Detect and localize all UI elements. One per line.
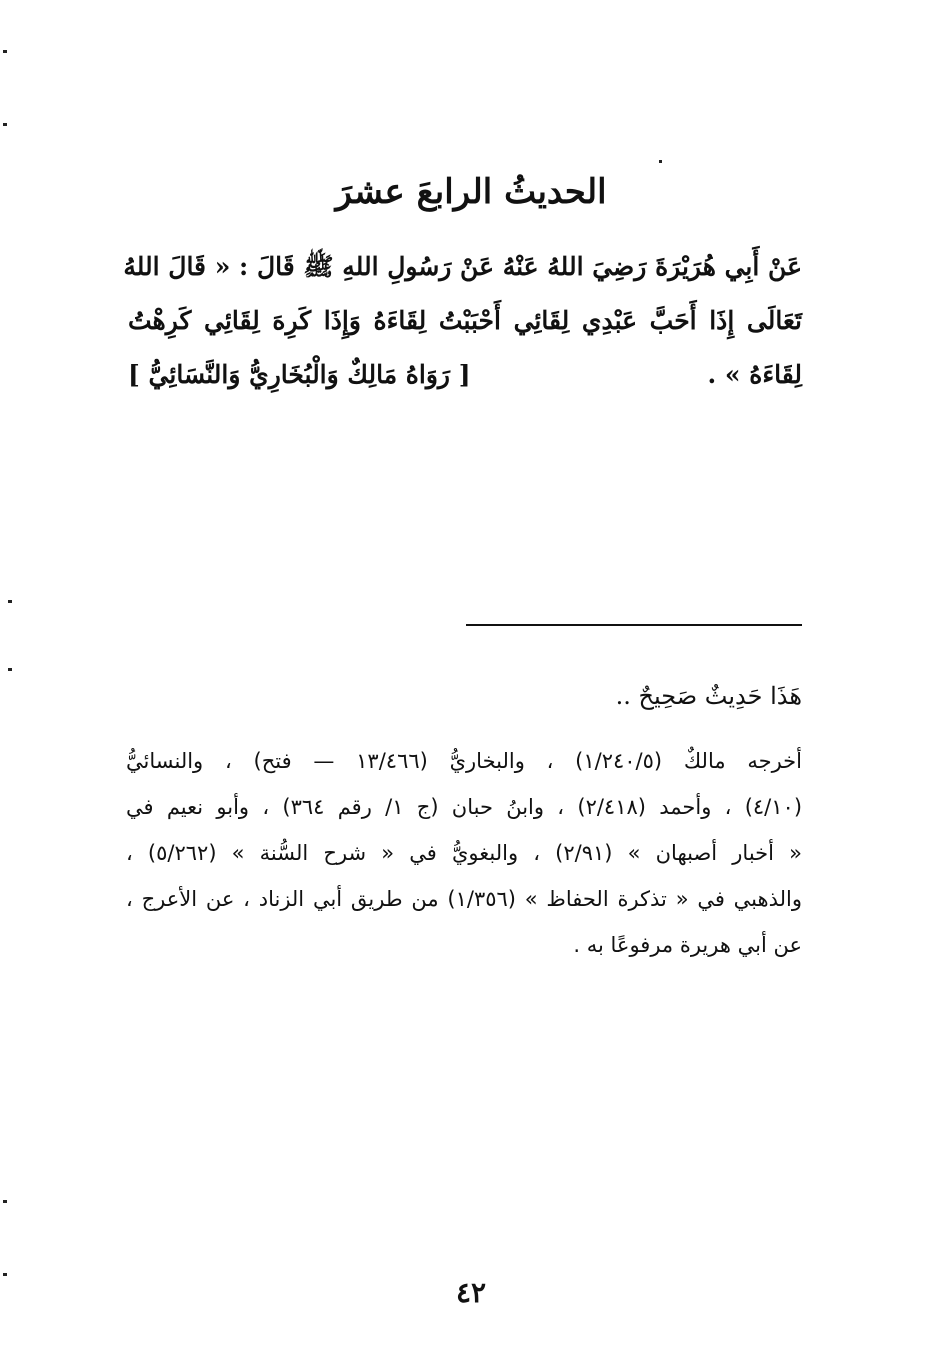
hadith-heading: الحديثُ الرابعَ عشرَ [335, 172, 607, 212]
takhrij-line: « أخبار أصبهان » (٢/٩١) ، والبغويُّ في « شرح السُّنة » (٥/٢٦٢) ، [126, 841, 802, 865]
hadith-line: لِقَاءَهُ » . [707, 360, 802, 389]
narration-citation: [ رَوَاهُ مَالِكٌ وَالْبُخَارِيُّ وَالنَّسَائِيُّ ] [128, 360, 471, 389]
takhrij-line: والذهبي في « تذكرة الحفاظ » (١/٣٥٦) من طريق أبي الزناد ، عن الأعرج ، [126, 887, 802, 911]
scan-mark [659, 160, 662, 163]
hadith-text [123, 240, 802, 402]
hadith-line: تَعَالَى إِذَا أَحَبَّ عَبْدِي لِقَائِي أَحْبَبْتُ لِقَاءَهُ وَإِذَا كَرِهَ لِقَائِي كَرِهْتُ [128, 306, 802, 335]
takhrij-line: (٤/١٠) ، وأحمد (٢/٤١٨) ، وابنُ حبان (ج ١/ رقم ٣٦٤) ، وأبو نعيم في [126, 795, 803, 819]
takhrij-line: أخرجه مالكٌ (١/٢٤٠/٥) ، والبخاريُّ (١٣/٤٦٦ — فتح) ، والنسائيُّ [126, 749, 802, 773]
takhrij-line: عن أبي هريرة مرفوعًا به . [573, 933, 802, 957]
scan-mark [3, 123, 7, 126]
scan-mark [3, 1200, 7, 1203]
grade-note: هَذَا حَدِيثٌ صَحِيحٌ .. [615, 682, 802, 710]
scan-mark [8, 600, 12, 603]
scan-mark [8, 668, 12, 671]
takhrij-footnote [126, 738, 802, 968]
page-number: ٤٢ [455, 1276, 487, 1309]
scan-mark [3, 50, 7, 53]
footnote-divider [466, 624, 802, 626]
hadith-line: عَنْ أَبِي هُرَيْرَةَ رَضِيَ اللهُ عَنْهُ عَنْ رَسُولِ اللهِ ﷺ قَالَ : « قَالَ اللهُ [123, 252, 802, 281]
